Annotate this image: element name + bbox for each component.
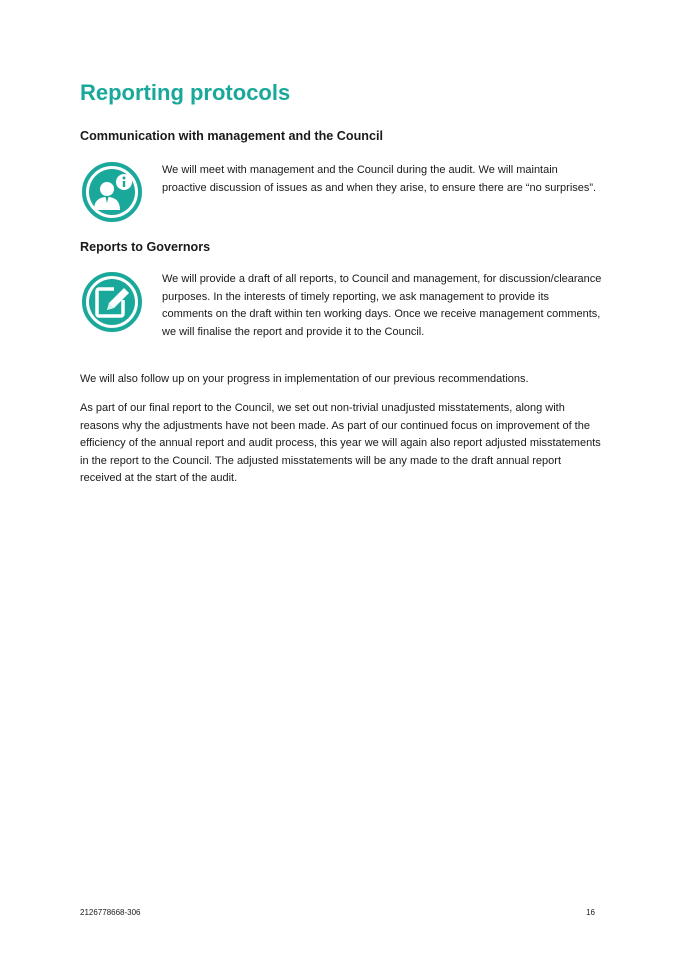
section-heading-reports: Reports to Governors: [80, 240, 211, 254]
section-heading-communication: Communication with management and the Council: [80, 129, 383, 143]
body-paragraph-misstatements: As part of our final report to the Council, we set out non-trivial unadjusted misstatements, along with reasons why the adjustments have not been made. As part of our continued focus on improvement of the efficiency of the annual report and audit process, this year we will again also report adjusted misstatements in the report to the Council. The adjusted misstatements will be any made to the draft annual report received at the start of the audit.: [80, 402, 601, 484]
section-text-reports: We will provide a draft of all reports, to Council and management, for discussion/clearance purposes. In the interests of timely reporting, we ask management to provide its comments on the draft within ten working days. Once we receive management comments, we will finalise the report and provide it to the Council.: [162, 273, 602, 338]
footer-reference: 2126778668-306: [80, 908, 141, 917]
person-info-icon: [80, 160, 144, 224]
page-number: 16: [586, 908, 595, 917]
page-title: Reporting protocols: [80, 80, 291, 105]
section-text-communication: We will meet with management and the Council during the audit. We will maintain proactive discussion of issues as and when they arise, to ensure there are “no surprises”.: [162, 164, 597, 194]
edit-document-icon: [80, 270, 144, 334]
body-paragraph-follow-up: We will also follow up on your progress in implementation of our previous recommendations.: [80, 373, 529, 385]
